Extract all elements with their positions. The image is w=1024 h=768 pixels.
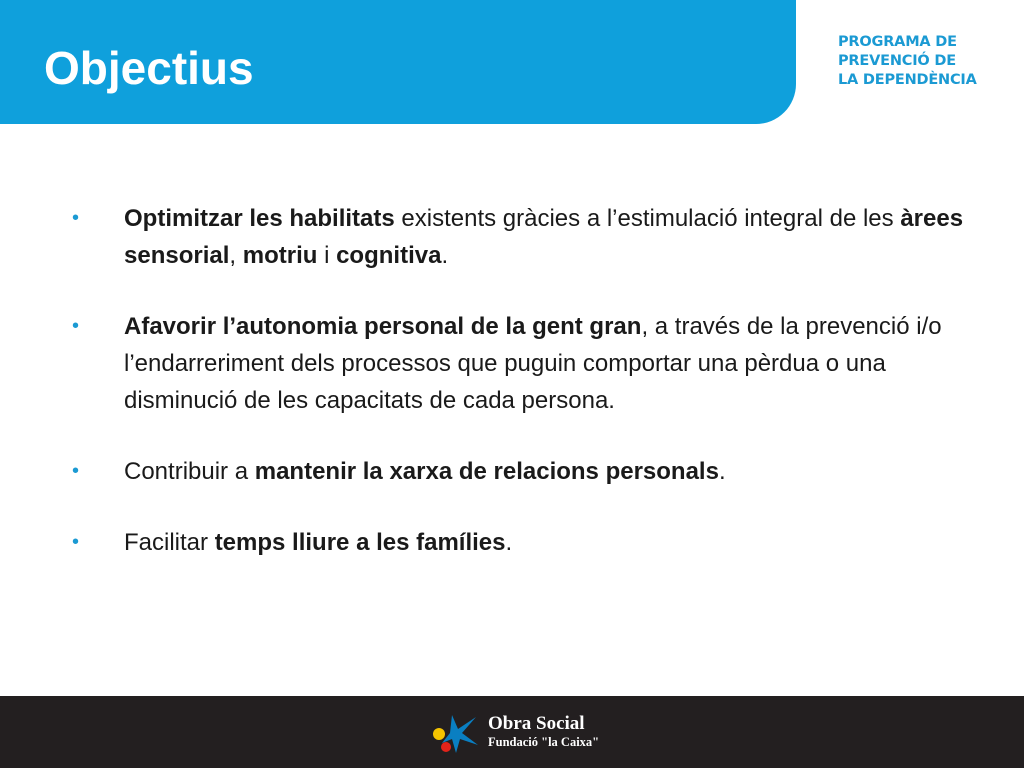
obra-social-logo (430, 708, 599, 756)
text-segment: Optimitzar les habilitats (124, 205, 395, 232)
objective-item (72, 524, 982, 561)
text-segment: . (718, 458, 726, 485)
program-logo-line-3: LA DEPENDÈNCIA (838, 72, 977, 88)
text-segment: Facilitar (124, 529, 215, 556)
slide-title: Objectius (44, 42, 254, 94)
text-segment: i (317, 242, 337, 269)
footer-brand-line-2: Fundació "la Caixa" (488, 735, 600, 749)
objective-item (72, 200, 982, 274)
objective-item (72, 308, 982, 419)
text-segment: , (229, 242, 243, 269)
program-logo-line-2: PREVENCIÓ DE (838, 53, 956, 69)
program-logo (838, 33, 1008, 90)
bullet-icon: • (72, 315, 80, 337)
text-segment: cognitiva (336, 242, 442, 269)
text-segment: . (441, 242, 449, 269)
bullet-icon: • (72, 207, 80, 229)
text-segment: mantenir la xarxa de relacions personals (254, 458, 719, 485)
text-segment: motriu (242, 242, 318, 269)
footer-brand-line-1: Obra Social (488, 713, 585, 734)
objective-item (72, 453, 982, 490)
text-segment: , a través de la prevenció i/o l’endarreriment dels processos que puguin comportar una pèrdua o una disminució de les capacitats de cada persona. (124, 313, 942, 414)
footer-brand-text (488, 714, 599, 750)
text-segment: àrees sensorial (124, 205, 964, 269)
text-segment: . (505, 529, 513, 556)
text-segment: temps lliure a les famílies (214, 529, 506, 556)
program-logo-line-1: PROGRAMA DE (838, 34, 957, 50)
footer-band (0, 696, 1024, 768)
bullet-icon: • (72, 460, 80, 482)
text-segment: Contribuir a (124, 458, 255, 485)
la-caixa-star-icon (430, 709, 482, 755)
text-segment: Afavorir l’autonomia personal de la gent gran (124, 313, 642, 340)
title-band (0, 0, 796, 124)
objectives-list (72, 200, 982, 561)
text-segment: existents gràcies a l’estimulació integral de les (394, 205, 901, 232)
bullet-icon: • (72, 531, 80, 553)
